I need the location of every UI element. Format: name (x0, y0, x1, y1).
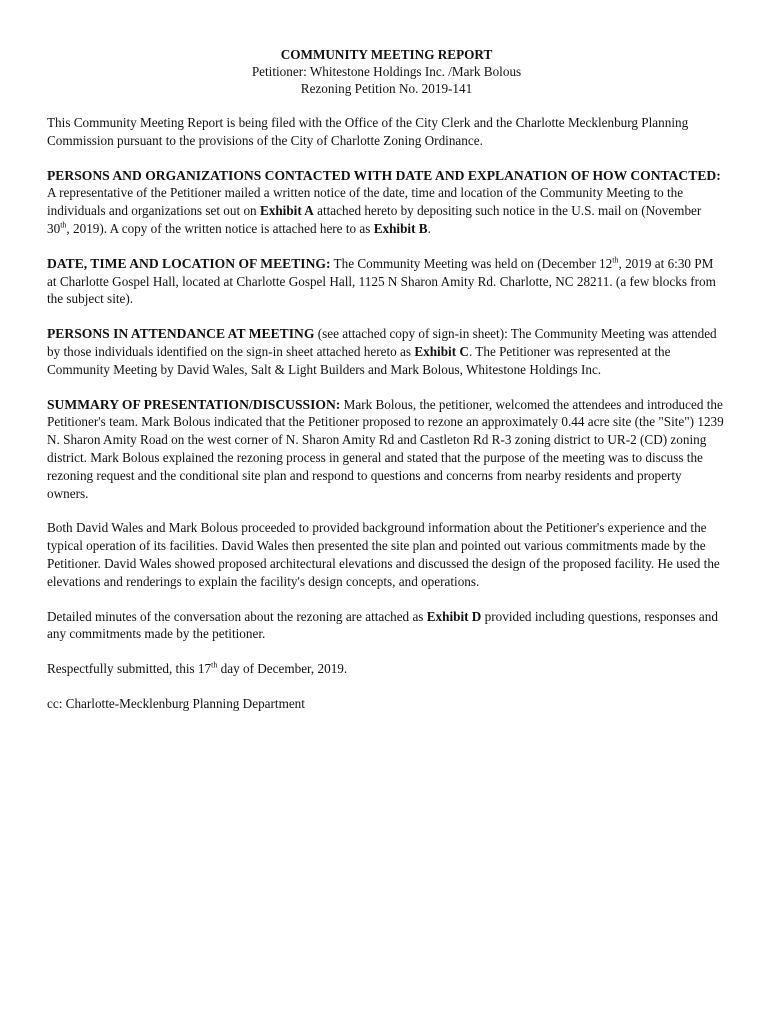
attendance-section (47, 325, 726, 378)
persons-contacted-text-2: attached hereto by depositing such notice in the U.S. mail on (November 30 (47, 203, 702, 236)
persons-contacted-heading: PERSONS AND ORGANIZATIONS CONTACTED WITH DATE AND EXPLANATION OF HOW CONTACTED: (47, 167, 721, 183)
petitioner-line: Petitioner: Whitestone Holdings Inc. /Mark Bolous (251, 64, 522, 79)
attendance-heading: PERSONS IN ATTENDANCE AT MEETING (47, 326, 315, 342)
summary-section (47, 396, 726, 503)
exhibit-c-ref: Exhibit C (414, 343, 469, 359)
exhibit-b-ref: Exhibit B (373, 220, 428, 236)
persons-contacted-text-4: . (427, 220, 431, 236)
cc-line: cc: Charlotte-Mecklenburg Planning Department (47, 695, 305, 711)
exhibit-d-ref: Exhibit D (426, 608, 482, 624)
superscript-th: th (211, 660, 218, 670)
date-time-heading: DATE, TIME AND LOCATION OF MEETING: (47, 255, 331, 271)
superscript-th: th (60, 220, 67, 230)
superscript-th: th (612, 255, 619, 265)
submitted-text-1: Respectfully submitted, this 17 (47, 661, 212, 677)
persons-contacted-text-3: , 2019). A copy of the written notice is attached here to as (66, 220, 374, 236)
date-time-section (47, 255, 726, 308)
report-title: COMMUNITY MEETING REPORT (280, 47, 493, 62)
date-time-text-2: , 2019 at 6:30 PM at Charlotte Gospel Hall, located at Charlotte Gospel Hall, 1125 N Sharon Amity Rd. Charlotte, NC 28211. (a few blocks from the subject site). (47, 255, 716, 307)
petition-number: Rezoning Petition No. 2019-141 (300, 81, 473, 96)
date-time-text-1: The Community Meeting was held on (December 12 (330, 255, 613, 271)
background-paragraph: Both David Wales and Mark Bolous proceeded to provided background information about the Petitioner's experience and the typical operation of its facilities. David Wales then presented the site plan and pointed out various commitments made by the Petitioner. David Wales showed proposed architectural elevations and discussed the design of the proposed facility. He used the elevations and renderings to explain the facility's design concepts, and operations. (47, 520, 720, 589)
exhibit-a-ref: Exhibit A (259, 203, 314, 219)
submitted-text-2: day of December, 2019. (217, 661, 348, 677)
intro-paragraph: This Community Meeting Report is being filed with the Office of the City Clerk and the Charlotte Mecklenburg Planning Commission pursuant to the provisions of the City of Charlotte Zoning Ordinance. (47, 115, 689, 148)
persons-contacted-section (47, 167, 726, 238)
persons-contacted-text-1: A representative of the Petitioner mailed a written notice of the date, time and location of the Community Meeting to the individuals and organizations set out on (47, 185, 684, 219)
attendance-text-1: (see attached copy of sign-in sheet): The Community Meeting was attended by those individuals identified on the sign-in sheet attached hereto as (47, 326, 717, 359)
summary-heading: SUMMARY OF PRESENTATION/DISCUSSION: (47, 396, 341, 412)
report-header (47, 46, 726, 97)
submitted-line (47, 660, 726, 678)
attendance-text-2: . The Petitioner was represented at the Community Meeting by David Wales, Salt & Light Builders and Mark Bolous, Whitestone Holdings Inc. (47, 343, 671, 377)
summary-text: Mark Bolous, the petitioner, welcomed the attendees and introduced the Petitioner's team. Mark Bolous indicated that the Petitioner proposed to rezone an approximately 0.44 acre site (the "Site") 1239 N. Sharon Amity Road on the west corner of N. Sharon Amity Rd and Castleton Rd R-3 zoning district to UR-2 (CD) zoning district. Mark Bolous explained the rezoning process in general and stated that the purpose of the meeting was to discuss the rezoning request and the conditional site plan and respond to questions and concerns from nearby residents and property owners. (47, 396, 724, 501)
minutes-paragraph (47, 608, 726, 644)
minutes-text-2: provided including questions, responses and any commitments made by the petitioner. (47, 608, 718, 642)
minutes-text-1: Detailed minutes of the conversation about the rezoning are attached as (47, 608, 427, 624)
